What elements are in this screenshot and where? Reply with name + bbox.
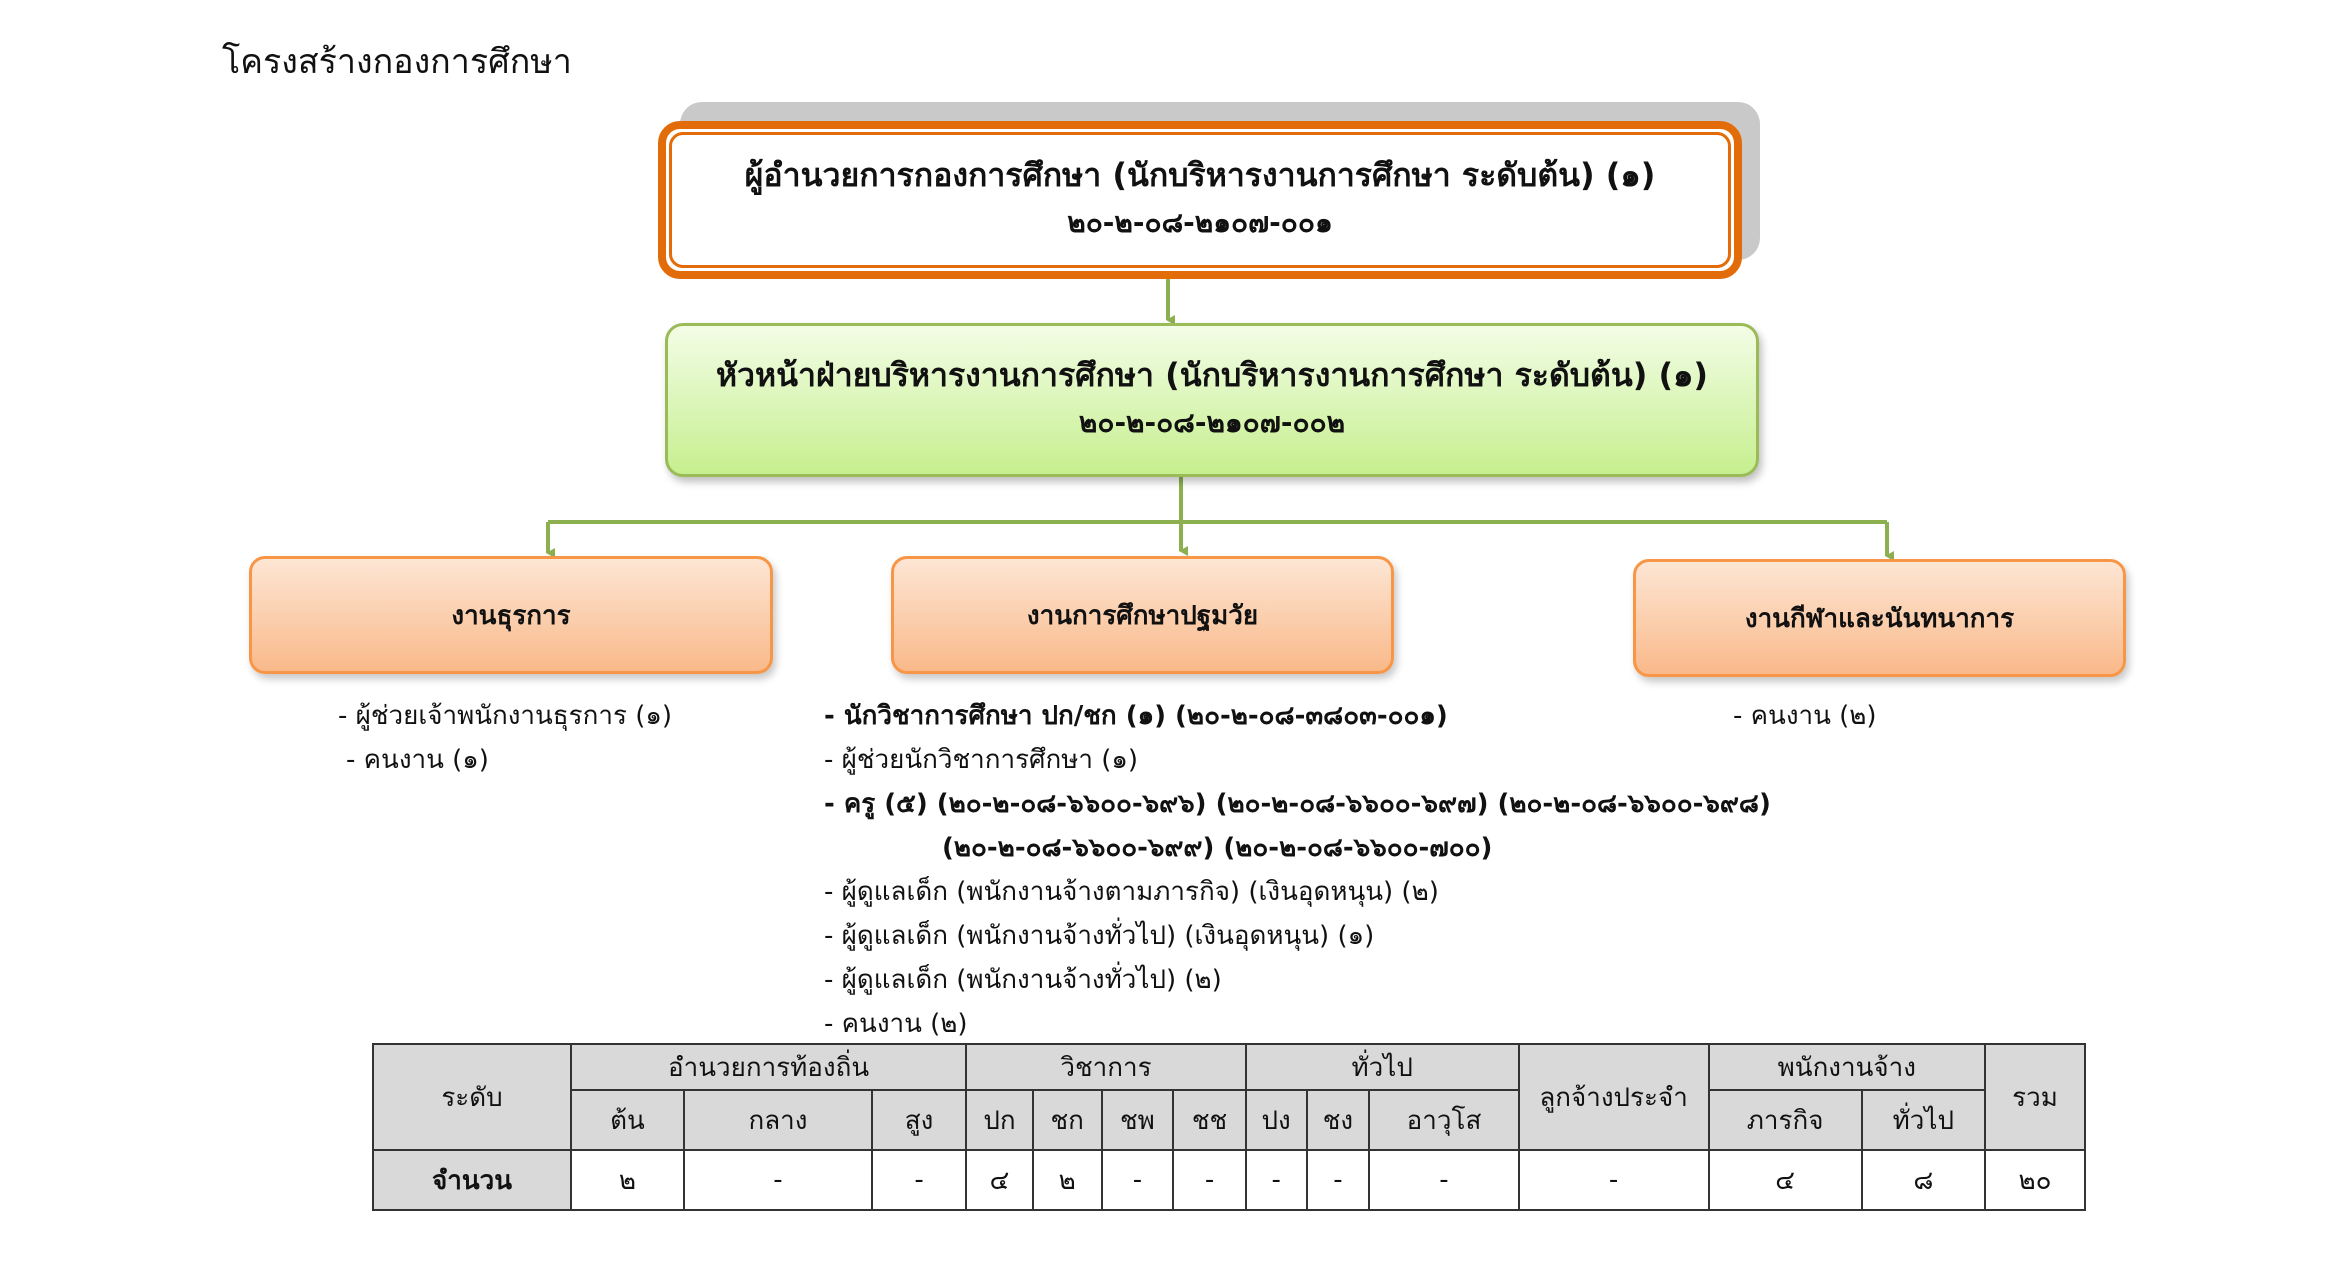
staff-item: - คนงาน (๒)	[1733, 701, 1877, 731]
table-row	[373, 1150, 2085, 1210]
table-cell: ๔	[1709, 1150, 1862, 1210]
head-code: ๒๐-๒-๐๘-๒๑๐๗-๐๐๒	[1078, 406, 1346, 439]
staff-item: - คนงาน (๒)	[824, 1009, 968, 1039]
unit-box-early-childhood: งานการศึกษาปฐมวัย	[891, 556, 1394, 674]
staff-item: - คนงาน (๑)	[346, 745, 489, 775]
staff-item: - ครู (๕) (๒๐-๒-๐๘-๖๖๐๐-๖๙๖) (๒๐-๒-๐๘-๖๖๐๐-๖๙๗) (๒๐-๒-๐๘-๖๖๐๐-๖๙๘)	[824, 789, 1771, 819]
head-title: หัวหน้าฝ่ายบริหารงานการศึกษา (นักบริหารงานการศึกษา ระดับต้น) (๑)	[715, 356, 1709, 394]
table-subheader-row	[373, 1090, 2085, 1150]
header-level: ระดับ	[373, 1044, 571, 1150]
staff-item: - ผู้ดูแลเด็ก (พนักงานจ้างตามภารกิจ) (เงินอุดหนุน) (๒)	[824, 877, 1439, 907]
subheader-cell: ปก	[966, 1090, 1033, 1150]
table-cell: -	[872, 1150, 966, 1210]
header-group: รวม	[1985, 1044, 2085, 1150]
director-title: ผู้อำนวยการกองการศึกษา (นักบริหารงานการศึกษา ระดับต้น) (๑)	[744, 156, 1656, 194]
subheader-cell: ชช	[1173, 1090, 1246, 1150]
subheader-cell: ทั่วไป	[1862, 1090, 1985, 1150]
row-label: จำนวน	[373, 1150, 571, 1210]
subheader-cell: ภารกิจ	[1709, 1090, 1862, 1150]
table-cell: -	[1246, 1150, 1307, 1210]
subheader-cell: ปง	[1246, 1090, 1307, 1150]
subheader-cell: ต้น	[571, 1090, 684, 1150]
table-cell: ๘	[1862, 1150, 1985, 1210]
table-cell: ๒๐	[1985, 1150, 2085, 1210]
subheader-cell: ชพ	[1102, 1090, 1174, 1150]
table-cell: -	[1102, 1150, 1174, 1210]
subheader-cell: อาวุโส	[1369, 1090, 1518, 1150]
staff-item: - ผู้ช่วยนักวิชาการศึกษา (๑)	[824, 745, 1139, 775]
staff-item: - ผู้ดูแลเด็ก (พนักงานจ้างทั่วไป) (๒)	[824, 965, 1222, 995]
header-group: ลูกจ้างประจำ	[1519, 1044, 1709, 1150]
staff-list-admin	[338, 694, 672, 782]
head-box	[665, 323, 1759, 477]
header-group: อำนวยการท้องถิ่น	[571, 1044, 966, 1090]
staff-item: - นักวิชาการศึกษา ปก/ชก (๑) (๒๐-๒-๐๘-๓๘๐๓-๐๐๑)	[824, 701, 1448, 731]
unit-box-admin: งานธุรการ	[249, 556, 773, 674]
staff-list-early-childhood	[824, 694, 1771, 1046]
staff-item: (๒๐-๒-๐๘-๖๖๐๐-๖๙๙) (๒๐-๒-๐๘-๖๖๐๐-๗๐๐)	[942, 833, 1493, 863]
header-group: ทั่วไป	[1246, 1044, 1519, 1090]
table-cell: -	[684, 1150, 872, 1210]
table-cell: -	[1369, 1150, 1518, 1210]
summary-table	[372, 1043, 2086, 1211]
table-cell: ๔	[966, 1150, 1033, 1210]
staff-item: - ผู้ช่วยเจ้าพนักงานธุรการ (๑)	[338, 701, 673, 731]
header-group: วิชาการ	[966, 1044, 1246, 1090]
table-cell: -	[1307, 1150, 1370, 1210]
subheader-cell: ชก	[1033, 1090, 1102, 1150]
header-group: พนักงานจ้าง	[1709, 1044, 1985, 1090]
staff-item: - ผู้ดูแลเด็ก (พนักงานจ้างทั่วไป) (เงินอุดหนุน) (๑)	[824, 921, 1375, 951]
table-cell: ๒	[571, 1150, 684, 1210]
director-code: ๒๐-๒-๐๘-๒๑๐๗-๐๐๑	[1067, 206, 1333, 239]
subheader-cell: กลาง	[684, 1090, 872, 1150]
unit-box-sports: งานกีฬาและนันทนาการ	[1633, 559, 2126, 677]
table-header-row	[373, 1044, 2085, 1090]
page-title: โครงสร้างกองการศึกษา	[222, 42, 572, 82]
subheader-cell: สูง	[872, 1090, 966, 1150]
table-cell: ๒	[1033, 1150, 1102, 1210]
staff-list-sports	[1733, 694, 1877, 738]
table-cell: -	[1519, 1150, 1709, 1210]
subheader-cell: ชง	[1307, 1090, 1370, 1150]
table-cell: -	[1173, 1150, 1246, 1210]
